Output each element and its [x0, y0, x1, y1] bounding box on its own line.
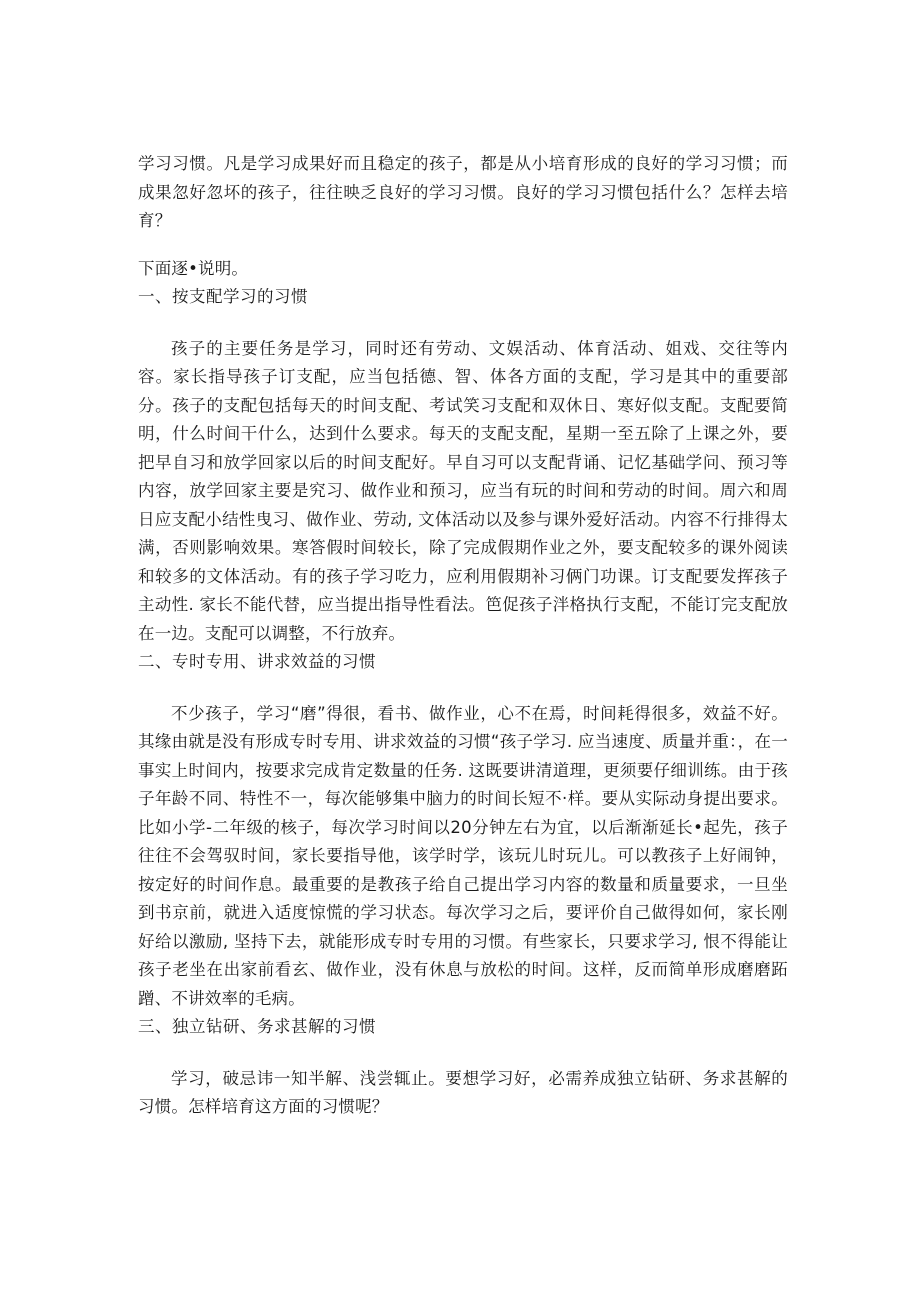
intro-paragraph: 学习习惯。凡是学习成果好而且稳定的孩子，都是从小培育形成的良好的学习习惯；而成果忽好忽坏的孩子，往往映乏良好的学习习惯。良好的学习习惯包括什么？怎样去培育？: [138, 154, 788, 230]
section-body-2: 不少孩子，学习“磨”得很，看书、做作业，心不在焉，时间耗得很多，效益不好。其缘由就是没有形成专时专用、讲求效益的习惯“孩子学习. 应当速度、质量并重：，在一事实上时间内，按要求完成肯定数量的任务. 这既要讲清道理，更须要仔细训练。由于孩子年龄不同、特性不一，每次能够集中脑力的时间长短不·样。要从实际动身提出要求。比如小学-二年级的核子，每次学习时间以20分钟左右为宜，以后渐渐延长•起先，孩子往往不会驾驭时间，家长要指导他，该学时学，该玩儿时玩儿。可以教孩子上好闹钟，按定好的时间作息。最重要的是教孩子给自己提出学习内容的数量和质量要求，一旦坐到书京前，就进入适度惊慌的学习状态。每次学习之后，要评价自己做得如何，家长刚好给以激励, 坚持下去，就能形成专时专用的习惯。有些家长，只要求学习, 恨不得能让孩子老坐在出家前看玄、做作业，没有休息与放松的时间。这样，反而简单形成磨磨跖蹭、不讲效率的毛病。: [138, 703, 788, 1008]
section-heading-1: 一、按支配学习的习惯: [138, 287, 308, 306]
section-body-1: 孩子的主要任务是学习，同时还有劳动、文娱活动、体育活动、姐戏、交往等内容。家长指导孩子订支配，应当包括德、智、体各方面的支配，学习是其中的重要部分。孩子的支配包括每天的时间支配、考试笑习支配和双休日、寒好似支配。支配要简明，什么时间干什么，达到什么要求。每天的支配支配，星期一至五除了上课之外，要把早自习和放学回家以后的时间支配好。早自习可以支配背诵、记忆基础学问、预习等内容，放学回家主要是究习、做作业和预习，应当有玩的时间和劳动的时间。周六和周日应支配小结性曳习、做作业、劳动, 文体活动以及参与课外爱好活动。内容不行排得太满，否则影响效果。寒答假时间较长，除了完成假期作业之外，要支配较多的课外阅读和较多的文体活动。有的孩子学习吃力，应利用假期补习俩门功课。订支配要发挥孩子主动性. 家长不能代替，应当提出指导性看法。笆促孩子泮格执行支配，不能订完支配放在一边。支配可以调整，不行放弃。: [138, 338, 788, 643]
document-body: [138, 150, 788, 1122]
section-heading-2: 二、专时专用、讲求效益的习惯: [138, 652, 376, 671]
transition-line: 下面逐•说明。: [138, 258, 249, 278]
section-body-3: 学习，破忌讳一知半解、浅尝辄止。要想学习好，必需养成独立钻研、务求甚解的习惯。怎样培育这方面的习惯呢？: [138, 1068, 788, 1116]
section-heading-3: 三、独立钻研、务求甚解的习惯: [138, 1017, 376, 1036]
